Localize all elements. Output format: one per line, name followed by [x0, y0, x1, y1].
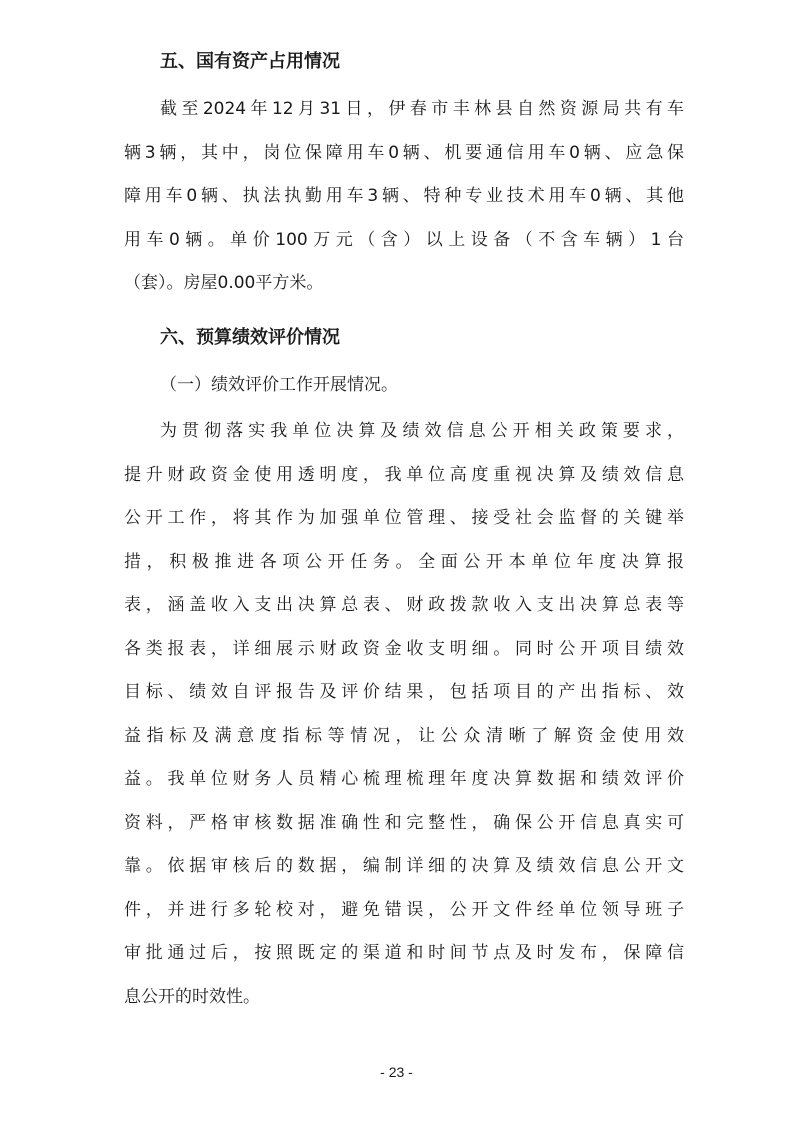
section-6-subheading: （一）绩效评价工作开展情况。	[160, 375, 398, 395]
paragraph-line: 益指标及满意度指标等情况，让公众清晰了解资金使用效	[124, 725, 684, 746]
page-number: - 23 -	[380, 1064, 413, 1080]
paragraph-line: 障用车0辆、执法执勤用车3辆、特种专业技术用车0辆、其他	[124, 186, 684, 206]
paragraph-line: 辆3辆，其中，岗位保障用车0辆、机要通信用车0辆、应急保	[124, 142, 684, 163]
paragraph-line: 用车0辆。单价100万元（含）以上设备（不含车辆）1台	[124, 229, 684, 250]
paragraph-line: 息公开的时效性。	[124, 986, 260, 1007]
paragraph-line: 审批通过后，按照既定的渠道和时间节点及时发布，保障信	[124, 943, 684, 963]
paragraph-line: （套）。房屋0.00平方米。	[124, 273, 324, 293]
paragraph-line: 表，涵盖收入支出决算总表、财政拨款收入支出决算总表等	[124, 595, 684, 615]
paragraph-line: 靠。依据审核后的数据，编制详细的决算及绩效信息公开文	[124, 856, 684, 876]
paragraph-line: 各类报表，详细展示财政资金收支明细。同时公开项目绩效	[124, 638, 684, 659]
paragraph-line: 公开工作，将其作为加强单位管理、接受社会监督的关键举	[124, 508, 684, 528]
paragraph-line: 措，积极推进各项公开任务。全面公开本单位年度决算报	[124, 551, 684, 572]
section-5-paragraph	[124, 88, 684, 306]
section-6-paragraph	[124, 410, 684, 1019]
paragraph-line: 件，并进行多轮校对，避免错误，公开文件经单位领导班子	[124, 899, 684, 920]
section-5-heading: 五、国有资产占用情况	[160, 51, 340, 72]
paragraph-line: 为贯彻落实我单位决算及绩效信息公开相关政策要求，	[160, 421, 684, 441]
paragraph-line: 益。我单位财务人员精心梳理梳理年度决算数据和绩效评价	[124, 769, 684, 789]
section-6-heading: 六、预算绩效评价情况	[160, 327, 340, 348]
paragraph-line: 提升财政资金使用透明度，我单位高度重视决算及绩效信息	[124, 464, 684, 485]
paragraph-line: 资料，严格审核数据准确性和完整性，确保公开信息真实可	[124, 812, 684, 833]
paragraph-line: 目标、绩效自评报告及评价结果，包括项目的产出指标、效	[124, 682, 684, 702]
paragraph-line: 截至2024年12月31日，伊春市丰林县自然资源局共有车	[160, 99, 684, 119]
